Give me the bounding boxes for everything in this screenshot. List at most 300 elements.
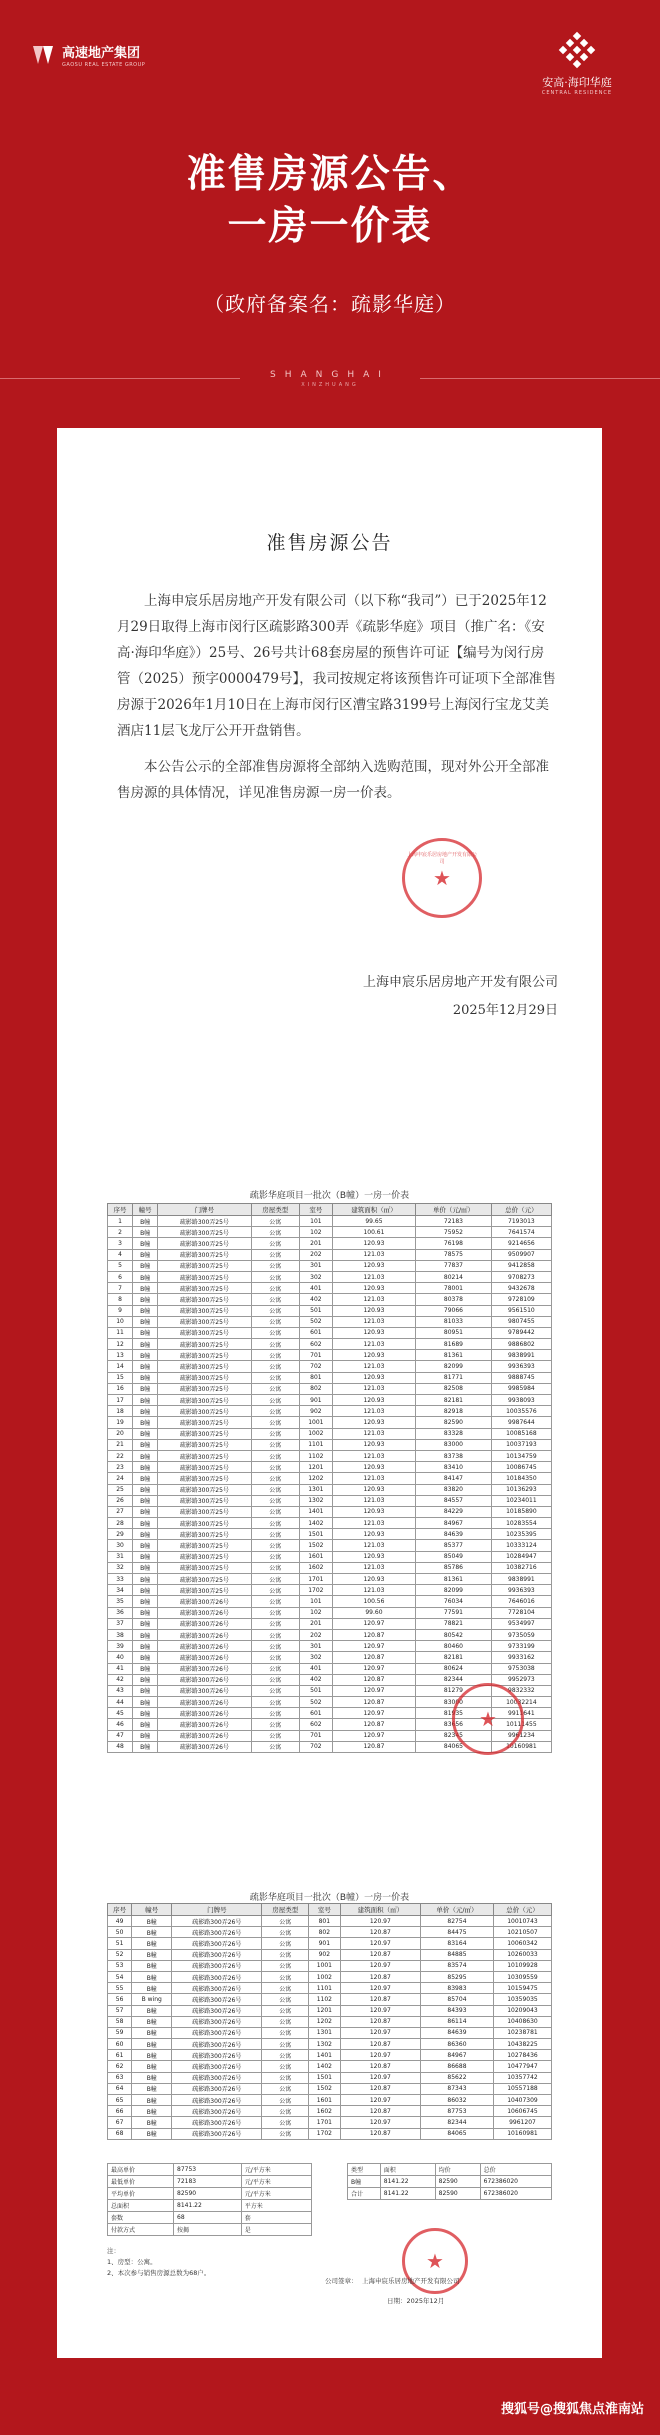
table-cell: 6 (108, 1271, 133, 1282)
table-cell: 501 (299, 1685, 332, 1696)
table-cell: 公寓 (251, 1663, 299, 1674)
table-cell: 45 (108, 1708, 133, 1719)
table-cell: 公寓 (262, 2095, 309, 2106)
table-cell: 12 (108, 1339, 133, 1350)
table-cell: 102 (299, 1227, 332, 1238)
table-cell: 9888745 (491, 1372, 551, 1383)
table-header-cell: 室号 (309, 1904, 341, 1916)
table-cell: 疏影路300弄26号 (158, 1629, 251, 1640)
table-cell: 901 (309, 1938, 341, 1949)
table-row (108, 2050, 552, 2061)
project-emblem-icon (557, 30, 597, 70)
table-cell: 701 (299, 1350, 332, 1361)
table-cell: 1 (108, 1216, 133, 1227)
table-cell: 52 (108, 1949, 132, 1960)
table-row (108, 1227, 552, 1238)
table-cell: 84475 (421, 1927, 494, 1938)
table-cell: 1401 (299, 1506, 332, 1517)
table-cell: 疏影路300弄25号 (158, 1417, 251, 1428)
table-cell: 公寓 (262, 2027, 309, 2038)
seal-star-icon: ★ (479, 1707, 497, 1731)
table-cell: 55 (108, 1983, 132, 1994)
note-line: 1、房型：公寓。 (107, 2258, 157, 2266)
divider-right (420, 378, 660, 379)
table-cell: 84065 (421, 2128, 494, 2139)
table-row (108, 1350, 552, 1361)
table-cell: 公寓 (251, 1518, 299, 1529)
table-1-title: 疏影华庭项目一批次（B幢）一房一价表 (249, 1191, 410, 1201)
table-cell: B幢 (133, 1618, 158, 1629)
table-cell: 公寓 (262, 1916, 309, 1927)
table-row (108, 1462, 552, 1473)
table-cell: 1201 (299, 1462, 332, 1473)
table-cell: B幢 (132, 2083, 172, 2094)
table-cell: 602 (299, 1719, 332, 1730)
table-cell: 51 (108, 1938, 132, 1949)
table-cell: 39 (108, 1641, 133, 1652)
table-cell: 1101 (309, 1983, 341, 1994)
table-cell: 120.93 (332, 1350, 415, 1361)
city-sub-label: XINZHUANG (301, 382, 359, 388)
table-cell: 10085168 (491, 1428, 551, 1439)
table-cell: B幢 (133, 1697, 158, 1708)
company-seal (402, 838, 482, 918)
table-cell: 82344 (421, 2117, 494, 2128)
summary-cell: 套数 (108, 2212, 174, 2224)
table-row (108, 1216, 552, 1227)
table-cell: 121.03 (332, 1540, 415, 1551)
summary-cell: 8141.22 (380, 2176, 435, 2188)
table-row (108, 1551, 552, 1562)
table-header-cell: 房屋类型 (251, 1204, 299, 1216)
table-cell: 疏影路300弄26号 (172, 2027, 262, 2038)
city-label: SHANGHAI (270, 370, 390, 380)
summary-cell: 82590 (435, 2176, 480, 2188)
table-row (108, 1971, 552, 1982)
table-cell: 120.97 (340, 1983, 420, 1994)
table-cell: 601 (299, 1327, 332, 1338)
table-cell: 120.87 (332, 1741, 415, 1752)
table-cell: B幢 (133, 1484, 158, 1495)
table-cell: 120.97 (332, 1685, 415, 1696)
table-cell: 26 (108, 1495, 133, 1506)
table-row (108, 1506, 552, 1517)
table-cell: 疏影路300弄26号 (172, 1983, 262, 1994)
table-cell: 121.03 (332, 1428, 415, 1439)
table-cell: 9708273 (491, 1271, 551, 1282)
table-cell: 公寓 (251, 1551, 299, 1562)
table-cell: 21 (108, 1439, 133, 1450)
table-cell: 120.87 (332, 1719, 415, 1730)
table-cell: 疏影路300弄25号 (158, 1540, 251, 1551)
table-cell: B幢 (133, 1372, 158, 1383)
table-cell: 78001 (416, 1283, 492, 1294)
table-cell: 疏影路300弄26号 (172, 2117, 262, 2128)
table-cell: 公寓 (251, 1652, 299, 1663)
table-header-cell: 总价（元） (491, 1204, 551, 1216)
table-cell: 疏影路300弄26号 (172, 1916, 262, 1927)
table-cell: 901 (299, 1395, 332, 1406)
table-cell: 501 (299, 1305, 332, 1316)
table-cell: 10209043 (493, 2005, 551, 2016)
table-cell: 疏影路300弄26号 (172, 2095, 262, 2106)
table-cell: 79066 (416, 1305, 492, 1316)
table-cell: 23 (108, 1462, 133, 1473)
table-cell: 120.87 (340, 2061, 420, 2072)
table-cell: 72183 (416, 1216, 492, 1227)
summary-cell: 按揭 (174, 2224, 242, 2236)
summary-cell: 72183 (174, 2176, 242, 2188)
table-cell: 1702 (299, 1585, 332, 1596)
table-cell: 76034 (416, 1596, 492, 1607)
table-cell: 公寓 (251, 1562, 299, 1573)
table-cell: 1301 (309, 2027, 341, 2038)
table-cell: 120.93 (332, 1506, 415, 1517)
table-cell: 17 (108, 1395, 133, 1406)
table-cell: B幢 (133, 1641, 158, 1652)
table-cell: 10111455 (491, 1719, 551, 1730)
table-cell: 82754 (421, 1916, 494, 1927)
table-cell: 疏影路300弄26号 (172, 1960, 262, 1971)
table-cell: 120.97 (332, 1708, 415, 1719)
table-cell: 9214656 (491, 1238, 551, 1249)
table-cell: 121.03 (332, 1518, 415, 1529)
table-cell: 10032214 (491, 1697, 551, 1708)
table-cell: 120.97 (332, 1663, 415, 1674)
table-cell: 37 (108, 1618, 133, 1629)
table-cell: 公寓 (251, 1383, 299, 1394)
table-cell: 83574 (421, 1960, 494, 1971)
table-cell: 疏影路300弄26号 (158, 1719, 251, 1730)
table-cell: 82181 (416, 1395, 492, 1406)
table-cell: 202 (299, 1629, 332, 1640)
footer-company: 上海申宸乐居房地产开发有限公司 (362, 2277, 460, 2285)
table-cell: B幢 (133, 1327, 158, 1338)
table-cell: 疏影路300弄26号 (172, 2016, 262, 2027)
table-cell: 公寓 (262, 1971, 309, 1982)
table-cell: 疏影路300弄26号 (158, 1618, 251, 1629)
table-cell: 40 (108, 1652, 133, 1663)
table-cell: 13 (108, 1350, 133, 1361)
table-cell: 10278436 (493, 2050, 551, 2061)
table-cell: 83738 (416, 1450, 492, 1461)
table-cell: 公寓 (251, 1506, 299, 1517)
table-cell: 1501 (299, 1529, 332, 1540)
city-divider (0, 370, 660, 394)
table-row (108, 1663, 552, 1674)
table-cell: 120.87 (332, 1697, 415, 1708)
table-cell: B幢 (132, 1971, 172, 1982)
divider-left (0, 378, 240, 379)
table-cell: 84557 (416, 1495, 492, 1506)
table-cell: 81279 (416, 1685, 492, 1696)
table-cell: 9733199 (491, 1641, 551, 1652)
table-cell: 疏影路300弄26号 (172, 1927, 262, 1938)
table-cell: 83410 (416, 1462, 492, 1473)
table-cell: 公寓 (251, 1585, 299, 1596)
table-cell: 81771 (416, 1372, 492, 1383)
table-cell: B幢 (133, 1674, 158, 1685)
table-cell: B幢 (133, 1305, 158, 1316)
seal-star-icon: ★ (426, 2249, 444, 2273)
summary-cell: 付款方式 (108, 2224, 174, 2236)
table-cell: 902 (309, 1949, 341, 1960)
table-cell: 201 (299, 1618, 332, 1629)
table-cell: 疏影路300弄25号 (158, 1294, 251, 1305)
table-cell: 疏影路300弄25号 (158, 1484, 251, 1495)
table-cell: 公寓 (251, 1238, 299, 1249)
table-cell: 7728104 (491, 1607, 551, 1618)
table-cell: 疏影路300弄26号 (158, 1596, 251, 1607)
table-cell: 84147 (416, 1473, 492, 1484)
table-cell: 9432678 (491, 1283, 551, 1294)
table-cell: 疏影路300弄26号 (158, 1641, 251, 1652)
table-cell: 公寓 (262, 2039, 309, 2050)
table-cell: 1302 (309, 2039, 341, 2050)
summary-cell: 8141.22 (174, 2200, 242, 2212)
summary-cell: 元/平方米 (241, 2164, 311, 2176)
table-cell: 301 (299, 1641, 332, 1652)
table-cell: 121.03 (332, 1585, 415, 1596)
table-cell: 公寓 (251, 1730, 299, 1741)
table-row (108, 1529, 552, 1540)
table-cell: 公寓 (251, 1484, 299, 1495)
table-cell: 57 (108, 2005, 132, 2016)
table-cell: 401 (299, 1663, 332, 1674)
table-cell: 公寓 (262, 2083, 309, 2094)
table-cell: 公寓 (262, 2050, 309, 2061)
table-row (108, 1406, 552, 1417)
table-cell: 公寓 (251, 1450, 299, 1461)
table-cell: B幢 (133, 1271, 158, 1282)
table-row (108, 1316, 552, 1327)
table-cell: B幢 (132, 1916, 172, 1927)
table-cell: 9832332 (491, 1685, 551, 1696)
table-cell: 公寓 (251, 1316, 299, 1327)
price-table-2 (107, 1903, 552, 2140)
table-cell: 84639 (421, 2027, 494, 2038)
table-cell: 疏影路300弄25号 (158, 1372, 251, 1383)
table-cell: 疏影路300弄26号 (158, 1674, 251, 1685)
table-cell: 702 (299, 1741, 332, 1752)
table-cell: 86032 (421, 2095, 494, 2106)
table-cell: 81689 (416, 1339, 492, 1350)
table-cell: 公寓 (262, 1983, 309, 1994)
summary-cell: 8141.22 (380, 2188, 435, 2200)
table-cell: 14 (108, 1361, 133, 1372)
table-row (108, 1607, 552, 1618)
table-row (108, 1361, 552, 1372)
summary-row (348, 2176, 552, 2188)
table-cell: 疏影路300弄25号 (158, 1283, 251, 1294)
table-cell: 60 (108, 2039, 132, 2050)
table-row (108, 1562, 552, 1573)
table-cell: 10235395 (491, 1529, 551, 1540)
table-cell: 公寓 (251, 1216, 299, 1227)
table-row (108, 1994, 552, 2005)
table-row (108, 1260, 552, 1271)
footer-date: 日期：2025年12月 (387, 2297, 445, 2305)
table-cell: 7193013 (491, 1216, 551, 1227)
table-row (108, 1283, 552, 1294)
table-cell: 80378 (416, 1294, 492, 1305)
table-cell: 120.87 (340, 2016, 420, 2027)
table-cell: 120.93 (332, 1260, 415, 1271)
developer-logo (30, 42, 145, 68)
summary-cell: 类型 (348, 2164, 381, 2176)
table-cell: 80214 (416, 1271, 492, 1282)
table-cell: 87343 (421, 2083, 494, 2094)
table-cell: 公寓 (262, 2106, 309, 2117)
table-row (108, 1249, 552, 1260)
table-cell: 54 (108, 1971, 132, 1982)
table-cell: 1701 (309, 2117, 341, 2128)
table-cell: 802 (309, 1927, 341, 1938)
table-cell: 1101 (299, 1439, 332, 1450)
table-cell: B幢 (133, 1663, 158, 1674)
table-cell: 19 (108, 1417, 133, 1428)
table-row (108, 1629, 552, 1640)
table-header-cell: 幢号 (133, 1204, 158, 1216)
table-cell: 25 (108, 1484, 133, 1495)
table-cell: 10357742 (493, 2072, 551, 2083)
table-cell: 120.97 (340, 2027, 420, 2038)
table-cell: 公寓 (262, 2005, 309, 2016)
table-cell: 10557188 (493, 2083, 551, 2094)
table-cell: 1702 (309, 2128, 341, 2139)
table-cell: 120.93 (332, 1484, 415, 1495)
summary-cell: 68 (174, 2212, 242, 2224)
table-cell: 101 (299, 1596, 332, 1607)
table-cell: B幢 (133, 1260, 158, 1271)
table-cell: B幢 (133, 1428, 158, 1439)
table-cell: 1202 (309, 2016, 341, 2027)
table-cell: 82099 (416, 1361, 492, 1372)
table-cell: B幢 (133, 1439, 158, 1450)
table-cell: 9987644 (491, 1417, 551, 1428)
table-cell: 53 (108, 1960, 132, 1971)
table-cell: 1402 (299, 1518, 332, 1529)
table-row (108, 1473, 552, 1484)
table-cell: 公寓 (251, 1708, 299, 1719)
table-row (108, 1417, 552, 1428)
table-cell: 10035576 (491, 1406, 551, 1417)
table-cell: 80460 (416, 1641, 492, 1652)
table-cell: 83000 (416, 1697, 492, 1708)
table-cell: 公寓 (251, 1339, 299, 1350)
table-cell: 120.93 (332, 1551, 415, 1562)
table-row (108, 2005, 552, 2016)
table-cell: B幢 (133, 1629, 158, 1640)
table-cell: B幢 (133, 1294, 158, 1305)
table-cell: 902 (299, 1406, 332, 1417)
table-cell: B幢 (133, 1238, 158, 1249)
notice-body (117, 588, 557, 816)
table-row (108, 2083, 552, 2094)
table-cell: B幢 (133, 1596, 158, 1607)
table-cell: 58 (108, 2016, 132, 2027)
summary-row (108, 2224, 312, 2236)
table-cell: B幢 (133, 1450, 158, 1461)
table-cell: 77837 (416, 1260, 492, 1271)
table-cell: B幢 (133, 1495, 158, 1506)
developer-name: 高速地产集团 (62, 46, 141, 62)
table-cell: 疏影路300弄26号 (158, 1607, 251, 1618)
summary-cell: 672386020 (480, 2188, 551, 2200)
table-cell: 15 (108, 1372, 133, 1383)
table-cell: 公寓 (262, 1938, 309, 1949)
table-cell: 120.97 (340, 1916, 420, 1927)
table-cell: 85049 (416, 1551, 492, 1562)
summary-cell: 82590 (435, 2188, 480, 2200)
table-cell: 80624 (416, 1663, 492, 1674)
seal-star-icon: ★ (433, 866, 451, 890)
table-cell: 81361 (416, 1350, 492, 1361)
table-cell: 20 (108, 1428, 133, 1439)
table-cell: 疏影路300弄26号 (172, 2128, 262, 2139)
table-row (108, 1450, 552, 1461)
summary-cell: 元/平方米 (241, 2176, 311, 2188)
table-cell: 疏影路300弄26号 (172, 2106, 262, 2117)
table-cell: 81935 (416, 1708, 492, 1719)
summary-cell: 面积 (380, 2164, 435, 2176)
table-cell: 公寓 (251, 1618, 299, 1629)
table-cell: B幢 (133, 1350, 158, 1361)
table-cell: 公寓 (251, 1260, 299, 1271)
table-cell: 公寓 (251, 1719, 299, 1730)
table-row (108, 1271, 552, 1282)
table-cell: 9961207 (493, 2117, 551, 2128)
table-header-cell: 单价（元/㎡） (421, 1904, 494, 1916)
table-cell: 120.87 (340, 2039, 420, 2050)
table-cell: 公寓 (251, 1574, 299, 1585)
table-cell: 5 (108, 1260, 133, 1271)
table-cell: 120.87 (332, 1674, 415, 1685)
table-cell: B幢 (133, 1249, 158, 1260)
table-cell: 疏影路300弄26号 (172, 1994, 262, 2005)
table-cell: 82345 (416, 1730, 492, 1741)
table-cell: 86114 (421, 2016, 494, 2027)
table-cell: 疏影路300弄25号 (158, 1562, 251, 1573)
table-cell: 1701 (299, 1574, 332, 1585)
table-cell: 10109928 (493, 1960, 551, 1971)
table-cell: 402 (299, 1294, 332, 1305)
summary-row (348, 2188, 552, 2200)
table-cell: 公寓 (251, 1294, 299, 1305)
table-cell: 81033 (416, 1316, 492, 1327)
table-header-cell: 门牌号 (158, 1204, 251, 1216)
table-cell: 疏影路300弄25号 (158, 1383, 251, 1394)
table-cell: B幢 (132, 2072, 172, 2083)
table-cell: 8 (108, 1294, 133, 1305)
table-cell: 公寓 (251, 1697, 299, 1708)
table-cell: 22 (108, 1450, 133, 1461)
table-cell: 10086745 (491, 1462, 551, 1473)
table-cell: 10284947 (491, 1551, 551, 1562)
table-cell: 9985984 (491, 1383, 551, 1394)
table-cell: 疏影路300弄26号 (172, 2072, 262, 2083)
table-cell: 80951 (416, 1327, 492, 1338)
notice-paragraph: 本公告公示的全部准售房源将全部纳入选购范围，现对外公开全部准售房源的具体情况，详见准售房源一房一价表。 (117, 759, 549, 801)
table-cell: B幢 (133, 1607, 158, 1618)
table-cell: 10037193 (491, 1439, 551, 1450)
table-cell: 1102 (309, 1994, 341, 2005)
table-cell: 2 (108, 1227, 133, 1238)
table-cell: 公寓 (251, 1741, 299, 1752)
header (0, 0, 660, 120)
table-cell: 10438225 (493, 2039, 551, 2050)
table-row (108, 2117, 552, 2128)
